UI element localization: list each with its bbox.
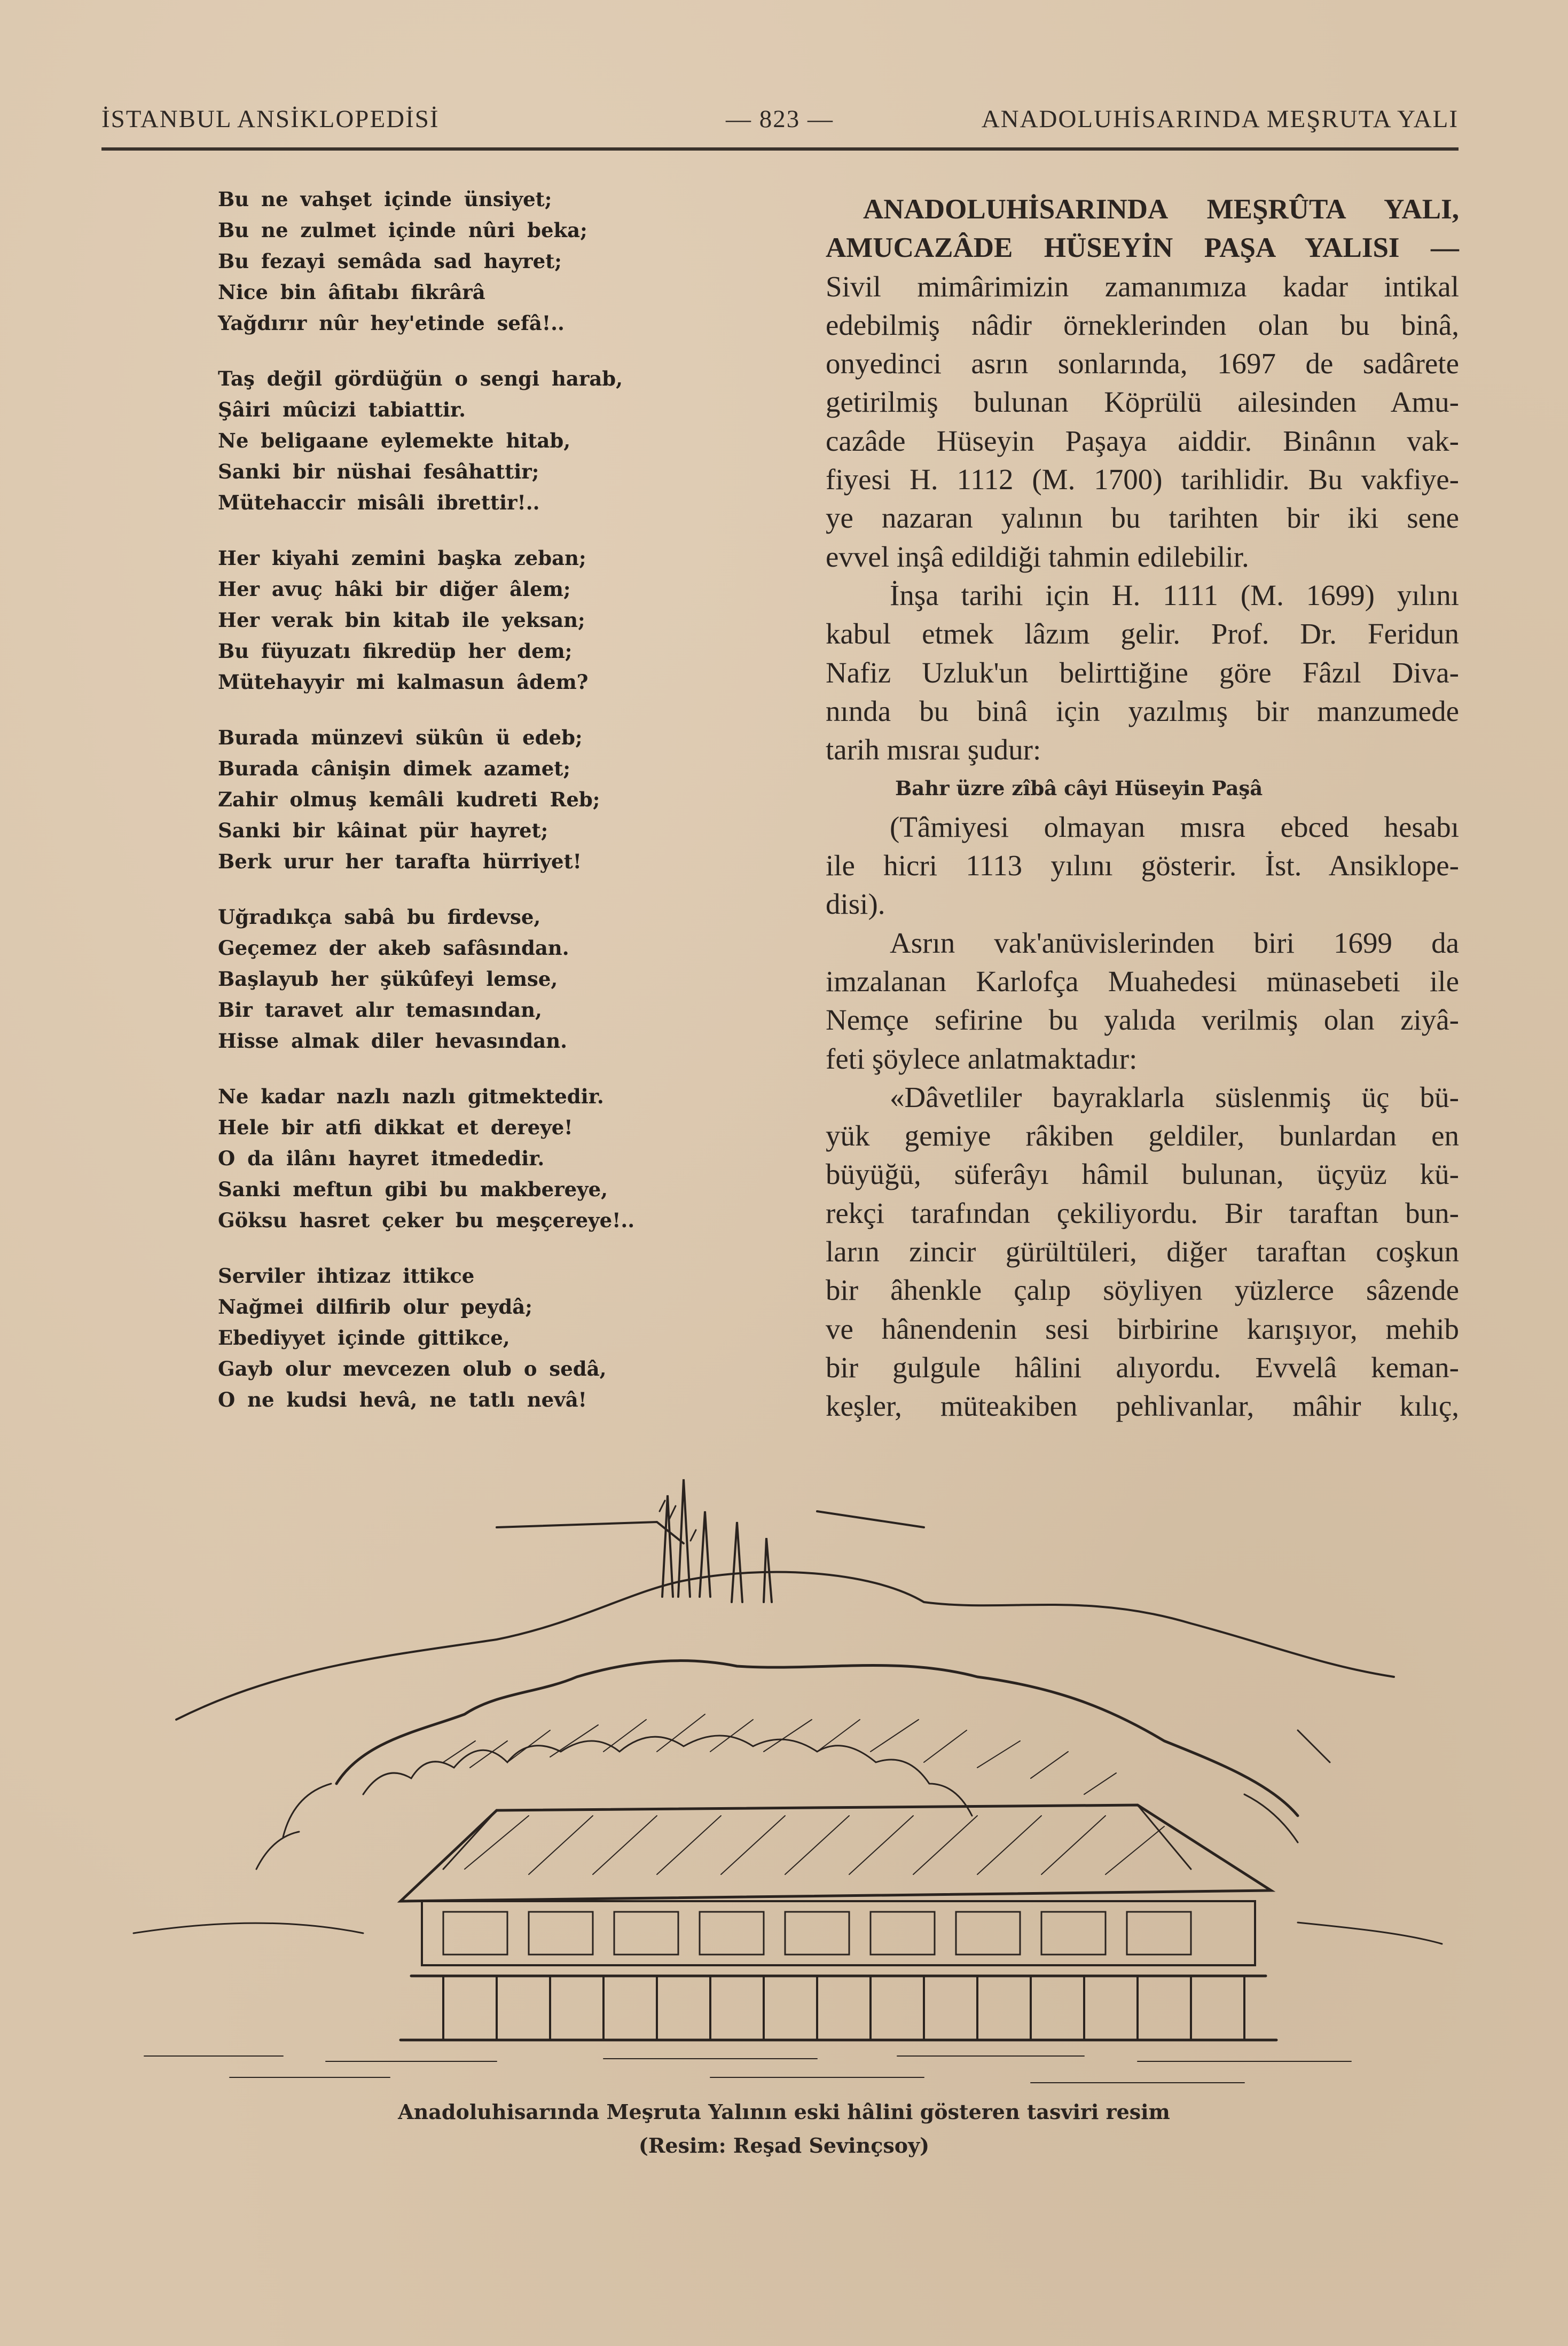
- figure-caption: Anadoluhisarında Meşruta Yalının eski hâlini gösteren tasviri resim: [398, 2100, 1170, 2124]
- article-line: yük gemiye râkiben geldiler, bunlardan en: [826, 1119, 1459, 1152]
- poem-line: Mütehayyir mi kalmasun âdem?: [218, 670, 589, 694]
- article-line: onyedinci asrın sonlarında, 1697 de sadârete: [826, 347, 1459, 380]
- poem-line: Geçemez der akeb safâsından.: [218, 936, 569, 960]
- article-line: imzalanan Karlofça Muahedesi münasebeti ile: [826, 964, 1459, 998]
- article-line: nında bu binâ için yazılmış bir manzumede: [826, 694, 1459, 727]
- article-line: bir âhenkle çalıp söyliyen yüzlerce sâzende: [826, 1274, 1459, 1307]
- poem-line: Serviler ihtizaz ittikce: [218, 1264, 475, 1288]
- poem-line: Bir taravet alır temasından,: [218, 998, 542, 1022]
- figure-credit: (Resim: Reşad Sevinçsoy): [638, 2133, 930, 2157]
- article-line: keşler, müteakiben pehlivanlar, mâhir kılıç,: [826, 1390, 1459, 1423]
- article-line: büyüğü, süferâyı hâmil bulunan, üçyüz kü-: [826, 1158, 1459, 1191]
- poem-line: Hisse almak diler hevasından.: [218, 1029, 567, 1053]
- article-line: ye nazaran yalının bu tarihten bir iki sene: [826, 501, 1459, 535]
- poem-line: Bu fezayi semâda sad hayret;: [218, 249, 562, 273]
- poem-line: Uğradıkça sabâ bu firdevse,: [218, 905, 541, 929]
- poem-line: Her avuç hâki bir diğer âlem;: [218, 577, 571, 601]
- verse-quote: Bahr üzre zîbâ câyi Hüseyin Paşâ: [895, 776, 1263, 801]
- article-line: «Dâvetliler bayraklarla süslenmiş üç bü-: [890, 1080, 1459, 1113]
- article-line: ile hicri 1113 yılını gösterir. İst. Ansiklope-: [826, 849, 1459, 882]
- poem-line: Her verak bin kitab ile yeksan;: [218, 608, 585, 632]
- poem-stanza: [218, 543, 688, 697]
- poem-line: Sanki meftun gibi bu makbereye,: [218, 1178, 608, 1201]
- poem-line: Yağdırır nûr hey'etinde sefâ!..: [218, 311, 565, 335]
- poem-line: Sanki bir kâinat pür hayret;: [218, 819, 548, 842]
- article-line: getirilmiş bulunan Köprülü ailesinden Amu-: [826, 386, 1459, 419]
- page-number: — 823 —: [726, 105, 834, 133]
- poem-line: Burada münzevi sükûn ü edeb;: [218, 726, 583, 749]
- article-line: evvel inşâ edildiği tahmin edilebilir.: [826, 540, 1249, 573]
- running-header-right: ANADOLUHİSARINDA MEŞRUTA YALI: [981, 105, 1459, 133]
- poem-stanza: [218, 184, 688, 339]
- article-line: feti şöylece anlatmaktadır:: [826, 1042, 1138, 1075]
- poem-line: Ne kadar nazlı nazlı gitmektedir.: [218, 1085, 604, 1108]
- article-line: edebilmiş nâdir örneklerinden olan bu binâ,: [826, 308, 1459, 341]
- poem-line: Mütehaccir misâli ibrettir!..: [218, 491, 540, 514]
- poem-line: Taş değil gördüğün o sengi harab,: [218, 367, 623, 390]
- poem-line: Sanki bir nüshai fesâhattir;: [218, 460, 539, 483]
- article-line: ların zincir gürültüleri, diğer taraftan coşkun: [826, 1235, 1459, 1268]
- poem-line: Şâiri mûcizi tabiattir.: [218, 398, 466, 421]
- article-title-line: AMUCAZÂDE HÜSEYİN PAŞA YALISI —: [826, 232, 1459, 264]
- article-line: İnşa tarihi için H. 1111 (M. 1699) yılını: [890, 578, 1459, 611]
- header-rule: [101, 147, 1459, 151]
- article-line: tarih mısraı şudur:: [826, 733, 1041, 766]
- poem-line: O da ilânı hayret itmededir.: [218, 1147, 545, 1170]
- poem-column: [218, 184, 688, 1440]
- poem-line: Bu ne vahşet içinde ünsiyet;: [218, 187, 552, 211]
- article-line: ve hânendenin sesi birbirine karışıyor, mehib: [826, 1312, 1459, 1345]
- article-line: fiyesi H. 1112 (M. 1700) tarihlidir. Bu vakfiye-: [826, 463, 1459, 496]
- poem-line: Başlayub her şükûfeyi lemse,: [218, 967, 558, 991]
- poem-line: Nağmei dilfirib olur peydâ;: [218, 1295, 532, 1319]
- poem-line: Her kiyahi zemini başka zeban;: [218, 546, 586, 570]
- poem-line: Nice bin âfitabı fikrârâ: [218, 280, 485, 304]
- poem-line: Bu ne zulmet içinde nûri beka;: [218, 218, 587, 242]
- article-line: Sivil mimârimizin zamanımıza kadar intikal: [826, 270, 1459, 303]
- poem-stanza: [218, 722, 688, 877]
- poem-line: Göksu hasret çeker bu meşçereye!..: [218, 1209, 635, 1232]
- article-line: cazâde Hüseyin Paşaya aiddir. Binânın vak-: [826, 424, 1459, 457]
- poem-line: Ebediyyet içinde gittikce,: [218, 1326, 510, 1349]
- poem-line: Berk urur her tarafta hürriyet!: [218, 850, 582, 873]
- article-line: Asrın vak'anüvislerinden biri 1699 da: [890, 926, 1459, 959]
- article-column: [826, 190, 1459, 1426]
- poem-line: Ne beligaane eylemekte hitab,: [218, 429, 571, 452]
- article-line: rekçi tarafından çekiliyordu. Bir taraftan bun-: [826, 1196, 1459, 1229]
- poem-line: Gayb olur mevcezen olub o sedâ,: [218, 1357, 607, 1380]
- poem-line: Bu füyuzatı fikredüp her dem;: [218, 639, 573, 663]
- poem-stanza: [218, 1081, 688, 1236]
- poem-line: O ne kudsi hevâ, ne tatlı nevâ!: [218, 1388, 587, 1411]
- running-header-left: İSTANBUL ANSİKLOPEDİSİ: [101, 105, 440, 133]
- article-line: kabul etmek lâzım gelir. Prof. Dr. Feridun: [826, 617, 1459, 650]
- article-line: Nafiz Uzluk'un belirttiğine göre Fâzıl Diva-: [826, 656, 1459, 689]
- poem-line: Zahir olmuş kemâli kudreti Reb;: [218, 788, 600, 811]
- poem-stanza: [218, 901, 688, 1056]
- article-line: disi).: [826, 888, 885, 921]
- article-line: Nemçe sefirine bu yalıda verilmiş olan ziyâ-: [826, 1003, 1459, 1037]
- yali-illustration: [123, 1463, 1447, 2093]
- article-line: (Tâmiyesi olmayan mısra ebced hesabı: [890, 810, 1459, 843]
- poem-stanza: [218, 1260, 688, 1415]
- poem-line: Burada cânişin dimek azamet;: [218, 757, 571, 780]
- poem-stanza: [218, 363, 688, 518]
- article-line: bir gulgule hâlini alıyordu. Evvelâ keman-: [826, 1351, 1459, 1384]
- article-title-line: ANADOLUHİSARINDA MEŞRÛTA YALI,: [863, 194, 1459, 225]
- poem-line: Hele bir atfi dikkat et dereye!: [218, 1116, 573, 1139]
